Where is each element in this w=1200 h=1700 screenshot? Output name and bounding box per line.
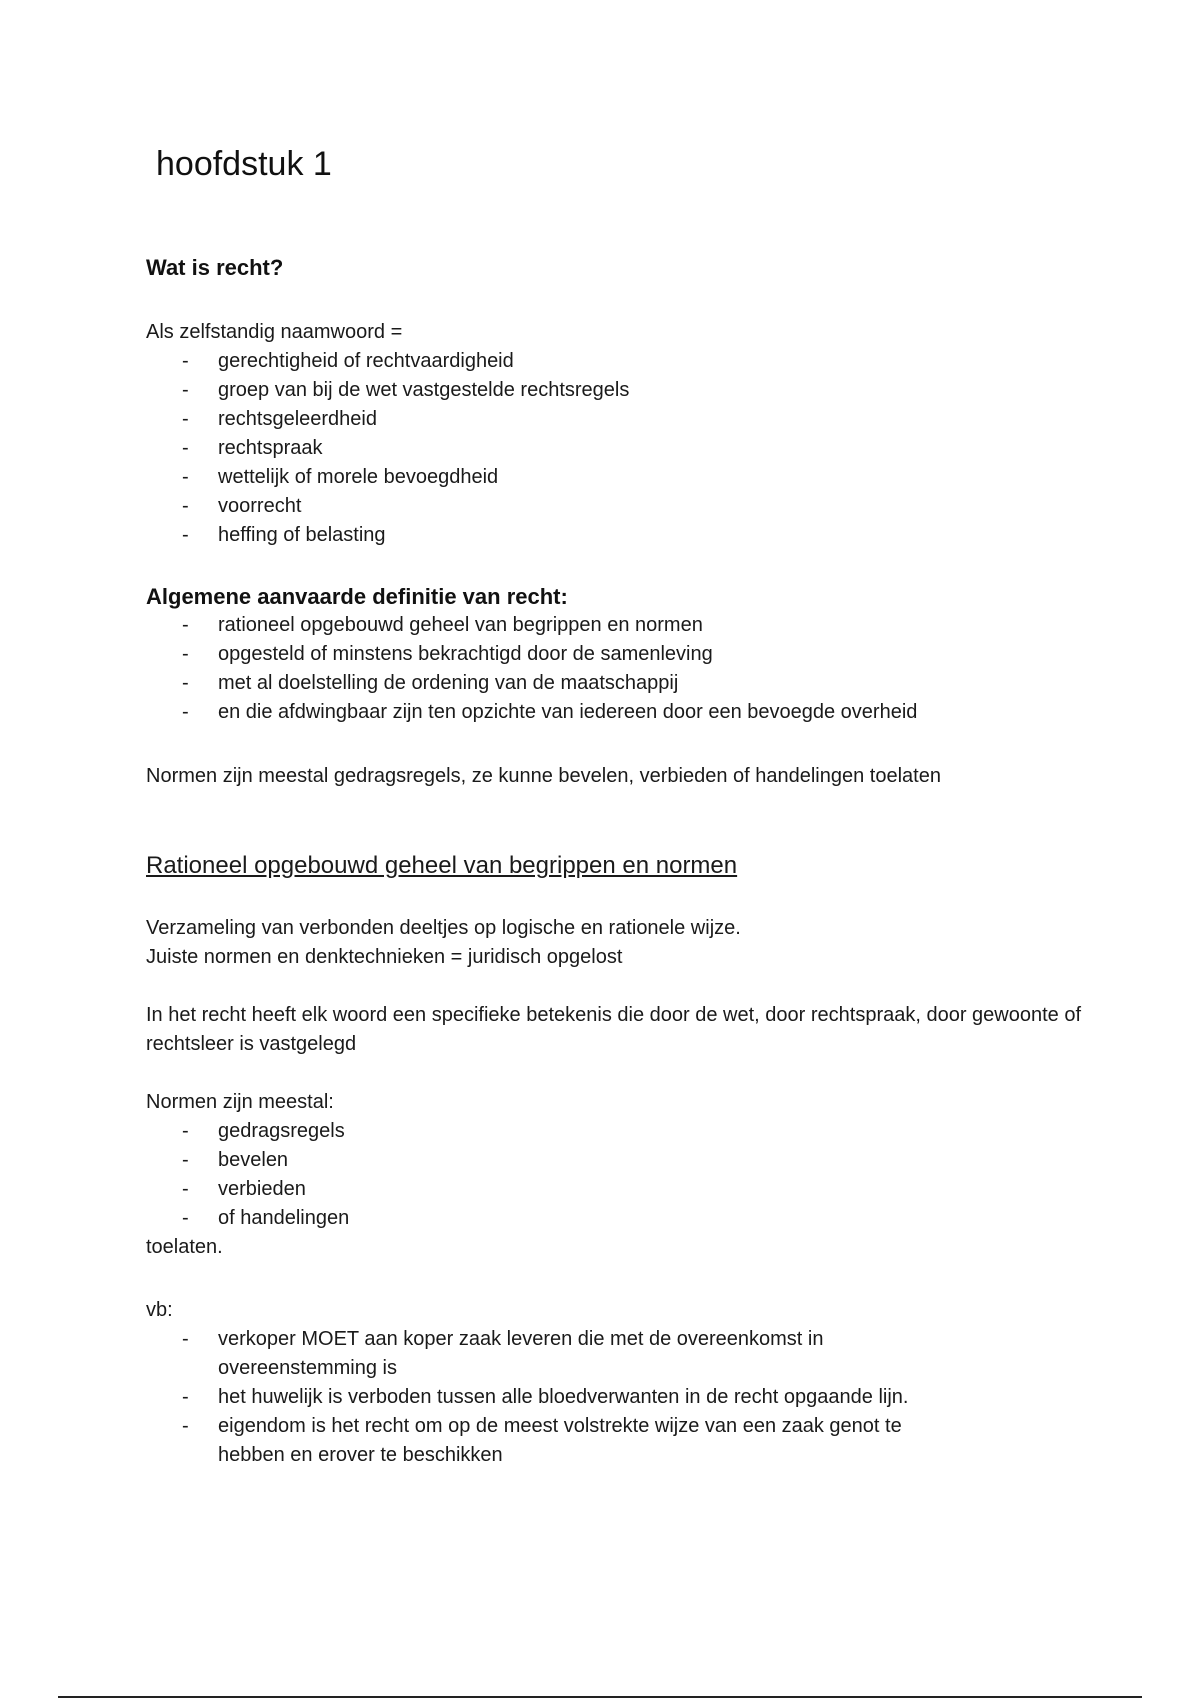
section1-intro: Als zelfstandig naamwoord = [146,321,403,343]
paragraph-text: In het recht heeft elk woord een specifieke betekenis die door de wet, door rechtspraak, door gewoonte of rechtsleer is vastgelegd [146,1004,1082,1055]
examples-list [146,1325,926,1470]
section3-para1 [146,914,1086,972]
list-item: - verbieden [182,1178,306,1200]
list-item: - wettelijk of morele bevoegdheid [182,466,499,488]
bottom-divider [58,1696,1142,1698]
paragraph-line: Juiste normen en denktechnieken = juridisch opgelost [146,946,623,968]
section-definitie [146,583,1086,727]
section2-note-text: Normen zijn meestal gedragsregels, ze kunne bevelen, verbieden of handelingen toelaten [146,765,941,787]
list-item: - opgesteld of minstens bekrachtigd door de samenleving [182,643,713,665]
section2-list [146,611,1086,727]
list-item: - verkoper MOET aan koper zaak leveren die met de overeenkomst in overeenstemming is [182,1328,824,1379]
list-item: - heffing of belasting [182,524,386,546]
section3-norms [146,1088,1086,1262]
paragraph-line: Verzameling van verbonden deeltjes op logische en rationele wijze. [146,917,741,939]
list-item: - bevelen [182,1149,289,1171]
section-heading-underlined: Rationeel opgebouwd geheel van begrippen en normen [146,852,738,879]
list-item: - eigendom is het recht om op de meest volstrekte wijze van een zaak genot te hebben en erover te beschikken [182,1415,902,1466]
section1-body [146,318,1086,550]
norms-intro: Normen zijn meestal: [146,1091,334,1113]
section1-list [146,347,1086,550]
list-item: - het huwelijk is verboden tussen alle bloedverwanten in de recht opgaande lijn. [182,1386,909,1408]
norms-outro: toelaten. [146,1236,223,1258]
list-item: - groep van bij de wet vastgestelde rechtsregels [182,379,630,401]
section-heading: Algemene aanvaarde definitie van recht: [146,584,568,609]
list-item: - rationeel opgebouwd geheel van begrippen en normen [182,614,703,636]
list-item: - gerechtigheid of rechtvaardigheid [182,350,514,372]
list-item: - of handelingen [182,1207,350,1229]
list-item: - gedragsregels [182,1120,345,1142]
section3-examples [146,1296,1086,1470]
list-item: - rechtsgeleerdheid [182,408,377,430]
norms-list [146,1117,1086,1233]
list-item: - rechtspraak [182,437,323,459]
example-label: vb: [146,1299,173,1321]
page-title: hoofdstuk 1 [156,145,332,183]
list-item: - voorrecht [182,495,302,517]
list-item: - met al doelstelling de ordening van de maatschappij [182,672,679,694]
list-item: - en die afdwingbaar zijn ten opzichte van iedereen door een bevoegde overheid [182,701,918,723]
section2-note [146,762,1086,791]
section-wat-is-recht [146,254,1086,282]
section3-para2 [146,1001,1086,1059]
section-heading: Wat is recht? [146,255,284,280]
section-rationeel [146,851,1086,881]
